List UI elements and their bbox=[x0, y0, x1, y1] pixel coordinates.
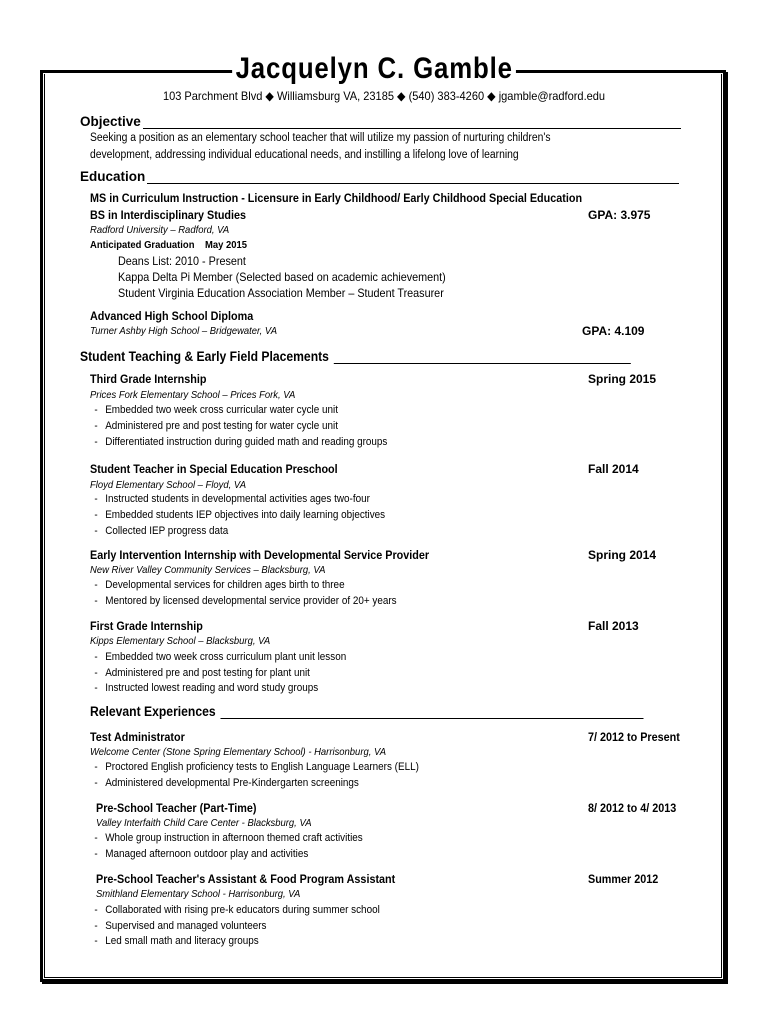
list-item: - Embedded two week cross curricular water cycle unit bbox=[94, 404, 338, 416]
list-item: - Proctored English proficiency tests to English Language Learners (ELL) bbox=[94, 761, 419, 773]
entry-title: First Grade Internship bbox=[90, 619, 203, 633]
honor-item: Deans List: 2010 - Present bbox=[118, 254, 246, 268]
list-item: - Instructed students in developmental activities ages two-four bbox=[94, 493, 370, 505]
bullet-text: Administered pre and post testing for plant unit bbox=[105, 667, 310, 679]
degree-bs: BS in Interdisciplinary Studies bbox=[90, 208, 247, 222]
bullet-text: Embedded two week cross curriculum plant unit lesson bbox=[105, 651, 347, 663]
bullet-text: Administered developmental Pre-Kindergarten screenings bbox=[105, 777, 359, 789]
bullet-text: Administered pre and post testing for water cycle unit bbox=[105, 420, 338, 432]
bullet-text: Managed afternoon outdoor play and activities bbox=[105, 848, 309, 860]
entry-place: Welcome Center (Stone Spring Elementary School) - Harrisonburg, VA bbox=[90, 746, 387, 758]
entry-date: Summer 2012 bbox=[588, 872, 659, 886]
list-item: - Collected IEP progress data bbox=[94, 525, 229, 537]
list-item: - Administered pre and post testing for water cycle unit bbox=[94, 420, 338, 432]
contact-line: 103 Parchment Blvd ◆ Williamsburg VA, 23185 ◆ (540) 383-4260 ◆ jgamble@radford.edu bbox=[162, 89, 606, 103]
bullet-text: Collected IEP progress data bbox=[105, 525, 229, 537]
entry-place: Smithland Elementary School - Harrisonburg, VA bbox=[96, 888, 301, 900]
bullet-text: Led small math and literacy groups bbox=[105, 935, 259, 947]
list-item: - Managed afternoon outdoor play and activities bbox=[94, 848, 309, 860]
honor-item: Student Virginia Education Association Member – Student Treasurer bbox=[118, 286, 444, 300]
relevant-heading-text: Relevant Experiences bbox=[90, 704, 216, 719]
bullet-text: Collaborated with rising pre-k educators during summer school bbox=[105, 904, 380, 916]
bullet-text: Embedded students IEP objectives into daily learning objectives bbox=[105, 509, 386, 521]
list-item: - Embedded students IEP objectives into daily learning objectives bbox=[94, 509, 386, 521]
entry-date: Fall 2013 bbox=[588, 619, 639, 633]
education-heading-text: Education bbox=[80, 169, 146, 184]
school-university: Radford University – Radford, VA bbox=[90, 224, 230, 236]
bullet-text: Embedded two week cross curricular water cycle unit bbox=[105, 404, 338, 416]
entry-date: Spring 2014 bbox=[588, 548, 657, 562]
entry-title: Test Administrator bbox=[90, 730, 185, 744]
bullet-text: Differentiated instruction during guided math and reading groups bbox=[105, 436, 388, 448]
bullet-text: Mentored by licensed developmental service provider of 20+ years bbox=[105, 595, 397, 607]
diploma-title: Advanced High School Diploma bbox=[90, 309, 254, 323]
entry-date: 7/ 2012 to Present bbox=[588, 730, 680, 744]
school-high: Turner Ashby High School – Bridgewater, VA bbox=[90, 325, 278, 337]
list-item: - Embedded two week cross curriculum plant unit lesson bbox=[94, 651, 347, 663]
list-item: - Supervised and managed volunteers bbox=[94, 920, 267, 932]
education-heading bbox=[80, 169, 679, 184]
gpa-high-school: GPA: 4.109 bbox=[582, 324, 645, 338]
entry-place: New River Valley Community Services – Blacksburg, VA bbox=[90, 564, 326, 576]
heading-rule bbox=[147, 172, 679, 184]
objective-heading bbox=[80, 114, 681, 129]
heading-rule bbox=[334, 352, 631, 364]
entry-date: 8/ 2012 to 4/ 2013 bbox=[588, 801, 677, 815]
heading-rule bbox=[143, 117, 681, 129]
entry-title: Pre-School Teacher (Part-Time) bbox=[96, 801, 257, 815]
grad-label: Anticipated Graduation bbox=[90, 239, 195, 251]
degree-ms: MS in Curriculum Instruction - Licensure in Early Childhood/ Early Childhood Special Education bbox=[90, 191, 583, 205]
entry-place: Valley Interfaith Child Care Center - Blacksburg, VA bbox=[96, 817, 312, 829]
student-teaching-heading-text: Student Teaching & Early Field Placements bbox=[80, 349, 329, 364]
honor-item: Kappa Delta Pi Member (Selected based on academic achievement) bbox=[118, 270, 446, 284]
bullet-text: Proctored English proficiency tests to English Language Learners (ELL) bbox=[105, 761, 419, 773]
entry-title: Pre-School Teacher's Assistant & Food Program Assistant bbox=[96, 872, 396, 886]
grad-date: May 2015 bbox=[204, 239, 248, 251]
entry-place: Prices Fork Elementary School – Prices Fork, VA bbox=[90, 389, 296, 401]
list-item: - Whole group instruction in afternoon themed craft activities bbox=[94, 832, 363, 844]
entry-place: Floyd Elementary School – Floyd, VA bbox=[90, 479, 247, 491]
list-item: - Administered developmental Pre-Kindergarten screenings bbox=[94, 777, 359, 789]
entry-title: Student Teacher in Special Education Preschool bbox=[90, 462, 338, 476]
entry-title: Third Grade Internship bbox=[90, 372, 207, 386]
objective-text-2: development, addressing individual educational needs, and instilling a lifelong love of learning bbox=[90, 149, 519, 161]
bullet-text: Supervised and managed volunteers bbox=[105, 920, 267, 932]
objective-text-1: Seeking a position as an elementary school teacher that will utilize my passion of nurturing children's bbox=[90, 132, 551, 144]
name-header bbox=[0, 50, 768, 90]
list-item: - Developmental services for children ages birth to three bbox=[94, 579, 345, 591]
list-item: - Led small math and literacy groups bbox=[94, 935, 259, 947]
relevant-heading bbox=[90, 704, 644, 719]
bullet-text: Instructed lowest reading and word study groups bbox=[105, 682, 319, 694]
list-item: - Instructed lowest reading and word study groups bbox=[94, 682, 319, 694]
gpa-university: GPA: 3.975 bbox=[588, 208, 651, 222]
heading-rule bbox=[221, 707, 644, 719]
objective-heading-text: Objective bbox=[80, 114, 141, 129]
list-item: - Collaborated with rising pre-k educators during summer school bbox=[94, 904, 380, 916]
list-item: - Mentored by licensed developmental service provider of 20+ years bbox=[94, 595, 397, 607]
list-item: - Differentiated instruction during guided math and reading groups bbox=[94, 436, 388, 448]
entry-title: Early Intervention Internship with Developmental Service Provider bbox=[90, 548, 430, 562]
bullet-text: Instructed students in developmental activities ages two-four bbox=[105, 493, 370, 505]
bullet-text: Developmental services for children ages birth to three bbox=[105, 579, 345, 591]
entry-place: Kipps Elementary School – Blacksburg, VA bbox=[90, 635, 271, 647]
bullet-text: Whole group instruction in afternoon themed craft activities bbox=[105, 832, 363, 844]
candidate-name: Jacquelyn C. Gamble bbox=[232, 50, 516, 88]
anticipated-graduation bbox=[90, 239, 247, 251]
entry-date: Spring 2015 bbox=[588, 372, 657, 386]
list-item: - Administered pre and post testing for plant unit bbox=[94, 667, 310, 679]
student-teaching-heading bbox=[80, 349, 631, 364]
entry-date: Fall 2014 bbox=[588, 462, 639, 476]
